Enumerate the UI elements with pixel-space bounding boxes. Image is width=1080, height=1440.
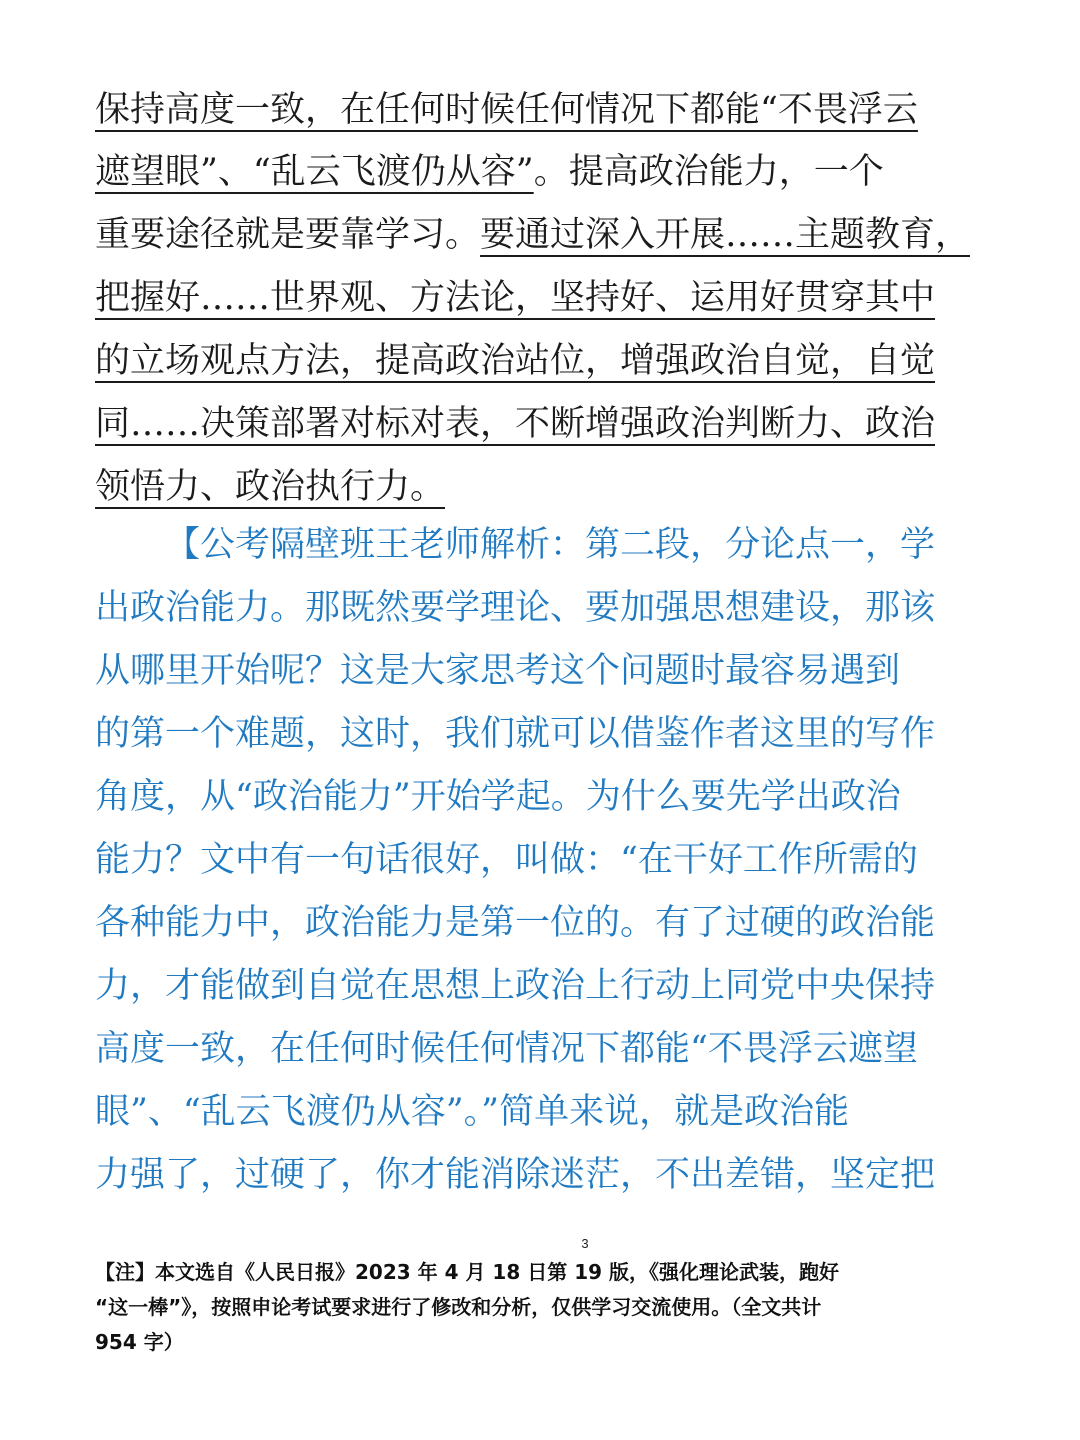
quote-line: [95, 394, 990, 454]
footnote-line: 954 字）: [95, 1330, 184, 1354]
quote-line: [95, 268, 990, 328]
analysis-line: 能力？文中有一句话很好，叫做：“在干好工作所需的: [95, 840, 918, 880]
quote-line: [95, 80, 990, 140]
analysis-line: 眼”、“乱云飞渡仍从容”。”简单来说，就是政治能: [95, 1092, 850, 1132]
quote-line: [95, 331, 990, 391]
quote-line-underlined: 遮望眼”、“乱云飞渡仍从容”: [95, 152, 534, 192]
quote-line: [95, 457, 990, 517]
analysis-line: 出政治能力。那既然要学理论、要加强思想建设，那该: [95, 588, 936, 628]
analysis-line: 【公考隔壁班王老师解析：第二段，分论点一，学: [165, 525, 936, 565]
page-number: 3: [581, 1236, 589, 1251]
footnote-line: “这一棒”》，按照申论考试要求进行了修改和分析，仅供学习交流使用。（全文共计: [95, 1295, 822, 1319]
analysis-line: 各种能力中，政治能力是第一位的。有了过硬的政治能: [95, 903, 936, 943]
quote-line: [95, 205, 990, 265]
quote-line-underlined: 把握好……世界观、方法论，坚持好、运用好贯穿其中: [95, 278, 936, 318]
analysis-line: 力强了，过硬了，你才能消除迷茫，不出差错，坚定把: [95, 1155, 936, 1195]
quote-line-underlined: 保持高度一致，在任何时候任何情况下都能“不畏浮云: [95, 90, 918, 130]
quote-line-underlined: 同……决策部署对标对表，不断增强政治判断力、政治: [95, 404, 936, 444]
quote-line-plain: 重要途径就是要靠学习。: [95, 215, 481, 255]
analysis-line: 的第一个难题，这时，我们就可以借鉴作者这里的写作: [95, 714, 936, 754]
quote-line-underlined: 要通过深入开展……主题教育，: [480, 215, 971, 255]
quote-line-underlined: 的立场观点方法，提高政治站位，增强政治自觉，自觉: [95, 341, 936, 381]
analysis-line: 力，才能做到自觉在思想上政治上行动上同党中央保持: [95, 966, 936, 1006]
quote-line-underlined: 领悟力、政治执行力。: [95, 467, 446, 507]
footnote-line: 【注】本文选自《人民日报》2023 年 4 月 18 日第 19 版，《强化理论武装，跑好: [95, 1260, 839, 1284]
quote-line-plain: 。提高政治能力，一个: [533, 152, 884, 192]
quote-line: [95, 142, 990, 202]
analysis-line: 从哪里开始呢？这是大家思考这个问题时最容易遇到: [95, 651, 901, 691]
analysis-line: 高度一致，在任何时候任何情况下都能“不畏浮云遮望: [95, 1029, 918, 1069]
analysis-line: 角度，从“政治能力”开始学起。为什么要先学出政治: [95, 777, 901, 817]
